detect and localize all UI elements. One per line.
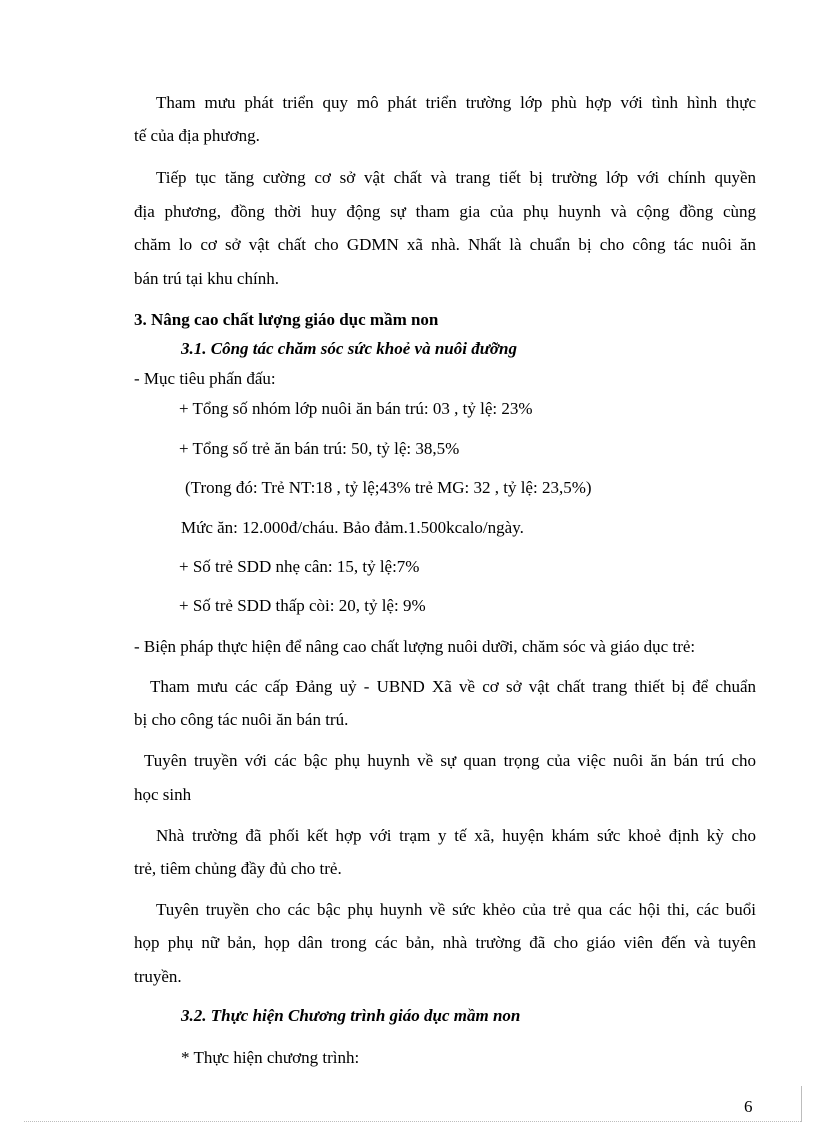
page-number: 6: [744, 1097, 753, 1116]
goal-label: - Mục tiêu phấn đấu:: [134, 369, 276, 388]
goal-item-underweight: + Số trẻ SDD nhẹ cân: 15, tỷ lệ:7%: [179, 557, 420, 576]
goal-item-meal-rate: Mức ăn: 12.000đ/cháu. Bảo đảm.1.500kcalo/ngày.: [181, 518, 524, 537]
paragraph-2-line-2: địa phương, đồng thời huy động sự tham gia của phụ huynh và cộng đồng cùng: [134, 202, 756, 221]
goal-item-groups: + Tổng số nhóm lớp nuôi ăn bán trú: 03 , tỷ lệ: 23%: [179, 399, 533, 418]
goal-item-breakdown: (Trong đó: Trẻ NT:18 , tỷ lệ;43% trẻ MG: 32 , tỷ lệ: 23,5%): [185, 478, 592, 497]
page-border-bottom: [24, 1121, 801, 1122]
measure-4-line-2: họp phụ nữ bản, họp dân trong các bản, nhà trường đã cho giáo viên đến và tuyên: [134, 933, 756, 952]
paragraph-1-line-2: tế của địa phương.: [134, 126, 260, 145]
measure-4-line-3: truyền.: [134, 967, 182, 986]
measure-3-line-2: trẻ, tiêm chủng đầy đủ cho trẻ.: [134, 859, 342, 878]
paragraph-1-line-1: Tham mưu phát triển quy mô phát triển trường lớp phù hợp với tình hình thực: [156, 93, 756, 112]
measure-1-line-2: bị cho công tác nuôi ăn bán trú.: [134, 710, 349, 729]
measures-label: - Biện pháp thực hiện để nâng cao chất lượng nuôi dưỡi, chăm sóc và giáo dục trẻ:: [134, 637, 696, 656]
measure-1-line-1: Tham mưu các cấp Đảng uỷ - UBND Xã về cơ sở vật chất trang thiết bị để chuẩn: [150, 677, 756, 696]
page-border-right: [801, 1086, 802, 1122]
paragraph-2-line-4: bán trú tại khu chính.: [134, 269, 279, 288]
program-label: * Thực hiện chương trình:: [181, 1048, 360, 1067]
subsection-3-2-heading: 3.2. Thực hiện Chương trình giáo dục mầm non: [181, 1006, 521, 1025]
goal-item-children: + Tổng số trẻ ăn bán trú: 50, tỷ lệ: 38,5%: [179, 439, 460, 458]
paragraph-2-line-3: chăm lo cơ sở vật chất cho GDMN xã nhà. Nhất là chuẩn bị cho công tác nuôi ăn: [134, 235, 756, 254]
goal-item-stunted: + Số trẻ SDD thấp còi: 20, tỷ lệ: 9%: [179, 596, 426, 615]
subsection-3-1-heading: 3.1. Công tác chăm sóc sức khoẻ và nuôi đưỡng: [181, 339, 517, 358]
measure-3-line-1: Nhà trường đã phối kết hợp với trạm y tế xã, huyện khám sức khoẻ định kỳ cho: [156, 826, 756, 845]
measure-2-line-1: Tuyên truyền với các bậc phụ huynh về sự quan trọng của việc nuôi ăn bán trú cho: [144, 751, 756, 770]
section-3-heading: 3. Nâng cao chất lượng giáo dục mầm non: [134, 310, 439, 329]
paragraph-2-line-1: Tiếp tục tăng cường cơ sở vật chất và trang tiết bị trường lớp với chính quyền: [156, 168, 756, 187]
measure-4-line-1: Tuyên truyền cho các bậc phụ huynh về sức khẻo của trẻ qua các hội thi, các buổi: [156, 900, 756, 919]
measure-2-line-2: học sinh: [134, 785, 192, 804]
